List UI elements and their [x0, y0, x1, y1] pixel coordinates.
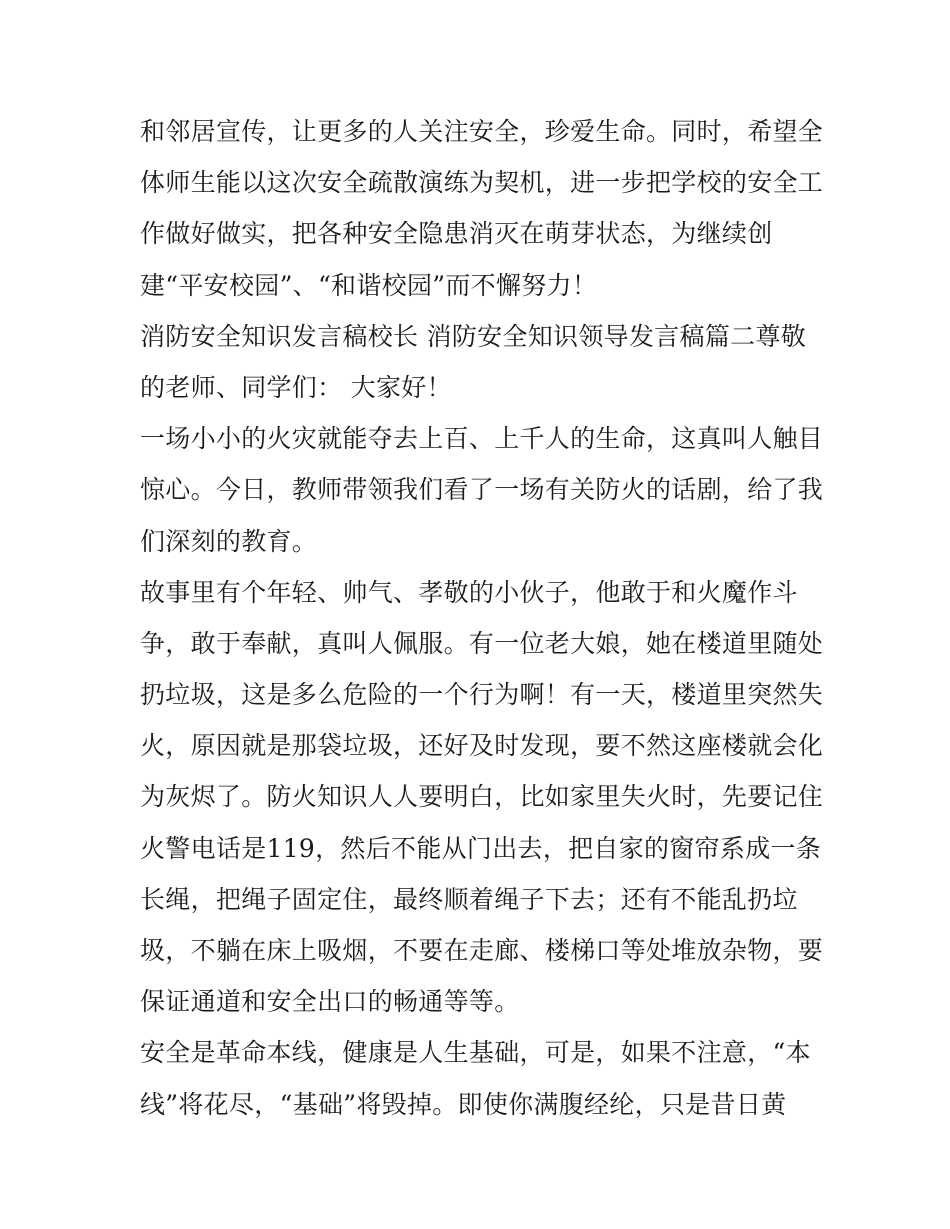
text-line: 火警电话是119，然后不能从门出去，把自家的窗帘系成一条	[140, 833, 822, 863]
text-line: 火，原因就是那袋垃圾，还好及时发现，要不然这座楼就会化	[140, 731, 824, 761]
text-line: 一场小小的火灾就能夺去上百、上千人的生命，这真叫人触目	[140, 424, 824, 454]
text-line: 扔垃圾，这是多么危险的一个行为啊！有一天，楼道里突然失	[140, 680, 824, 710]
text-line: 的老师、同学们： 大家好！	[140, 372, 452, 402]
text-line: 圾，不躺在床上吸烟，不要在走廊、楼梯口等处堆放杂物，要	[140, 936, 824, 965]
text-line: 安全是革命本线，健康是人生基础，可是，如果不注意，“本	[140, 1038, 811, 1068]
text-line: 保证通道和安全出口的畅通等等。	[140, 987, 520, 1017]
text-line: 作做好做实，把各种安全隐患消灭在萌芽状态，为继续创	[140, 219, 773, 249]
text-line: 争，敢于奉献，真叫人佩服。有一位老大娘，她在楼道里随处	[140, 628, 824, 658]
text-line: 们深刻的教育。	[140, 526, 318, 556]
text-line: 体师生能以这次安全疏散演练为契机，进一步把学校的安全工	[140, 168, 824, 198]
text-line: 惊心。今日，教师带领我们看了一场有关防火的话剧，给了我	[140, 475, 824, 505]
text-line: 为灰烬了。防火知识人人要明白，比如家里失火时，先要记住	[140, 782, 824, 812]
text-line: 建“平安校园”、“和谐校园”而不懈努力！	[140, 270, 598, 300]
text-line: 故事里有个年轻、帅气、孝敬的小伙子，他敢于和火魔作斗	[140, 577, 798, 607]
text-line: 长绳，把绳子固定住，最终顺着绳子下去；还有不能乱扔垃	[140, 884, 798, 914]
text-line: 和邻居宣传，让更多的人关注安全，珍爱生命。同时，希望全	[140, 117, 824, 146]
text-line: 消防安全知识发言稿校长 消防安全知识领导发言稿篇二尊敬	[140, 321, 807, 351]
document-body	[140, 106, 824, 1130]
text-line: 线”将花尽，“基础”将毁掉。即使你满腹经纶，只是昔日黄	[140, 1089, 787, 1119]
